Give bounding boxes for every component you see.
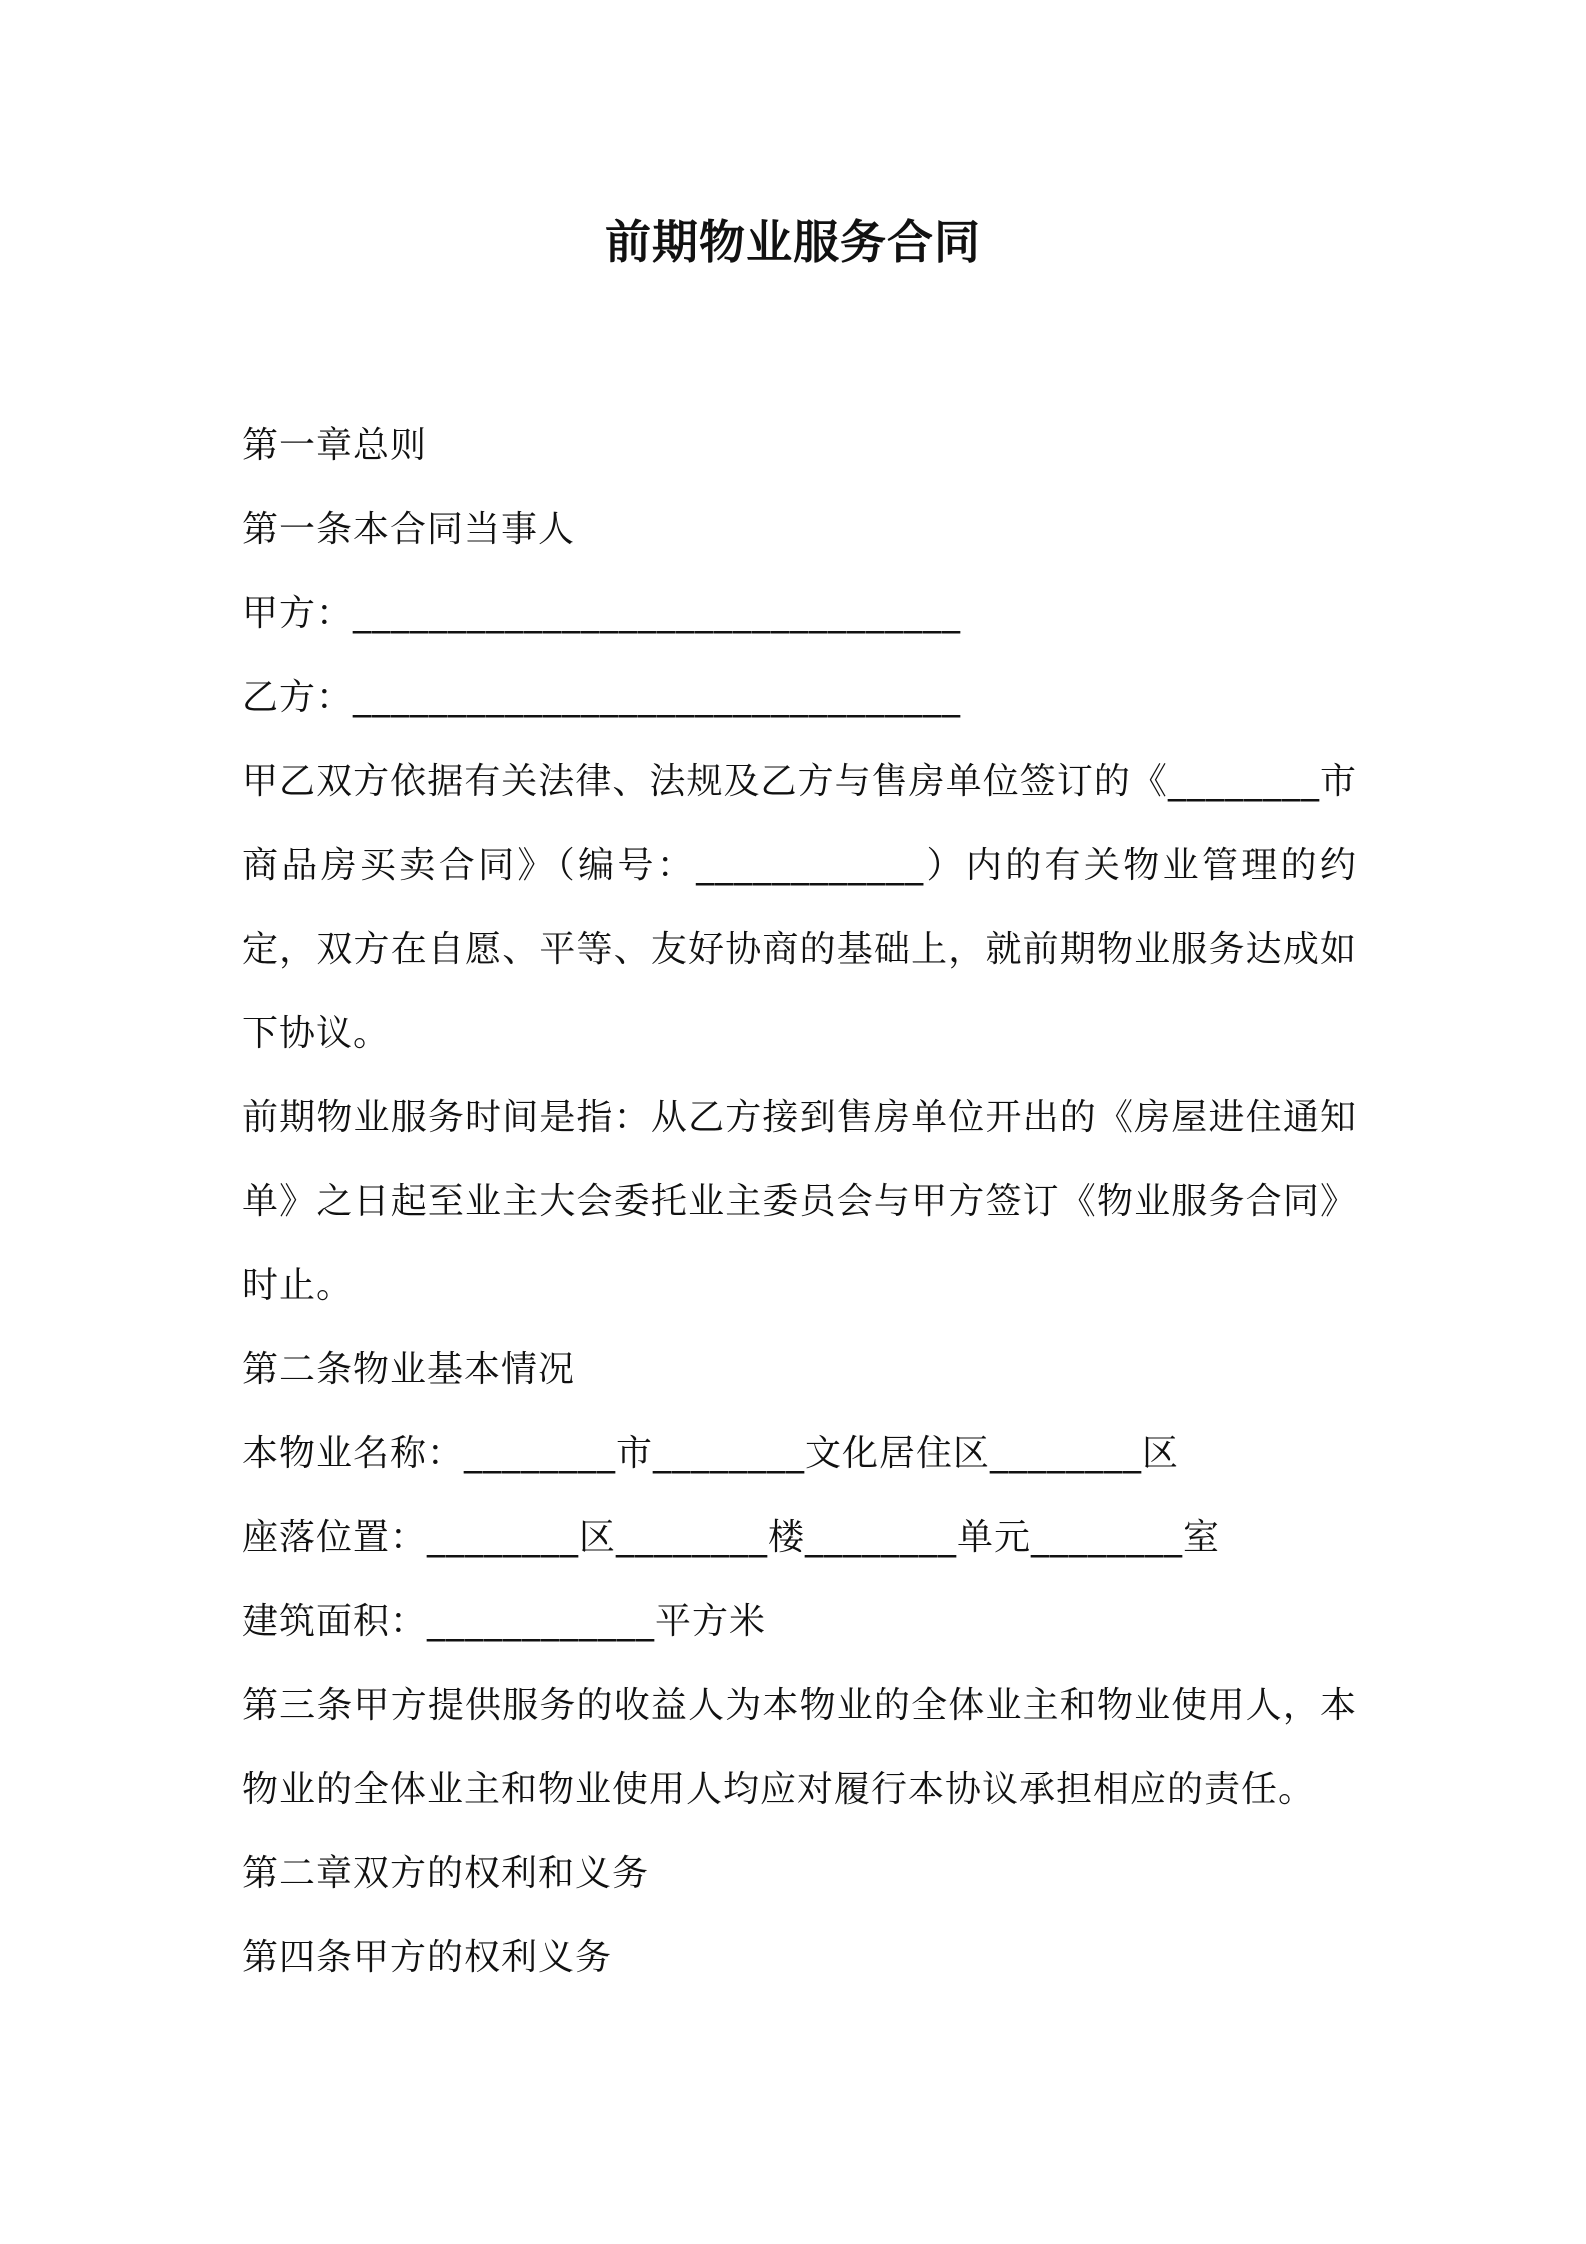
party-a-field: 甲方：________________________________ xyxy=(242,593,962,634)
document-body xyxy=(242,404,1357,2000)
service-period-paragraph: 前期物业服务时间是指：从乙方接到售房单位开出的《房屋进住通知单》之日起至业主大会委托业主委员会与甲方签订《物业服务合同》时止。 xyxy=(242,1097,1357,1306)
property-name-field: 本物业名称：________市________文化居住区________区 xyxy=(242,1433,1180,1474)
article-heading: 第一条本合同当事人 xyxy=(242,509,576,550)
location-field: 座落位置：________区________楼________单元________室 xyxy=(242,1517,1221,1558)
article-heading: 第四条甲方的权利义务 xyxy=(242,1937,613,1978)
area-field: 建筑面积：____________平方米 xyxy=(242,1601,767,1642)
party-b-field: 乙方：________________________________ xyxy=(242,677,962,718)
document-title: 前期物业服务合同 xyxy=(605,215,981,269)
basis-paragraph: 甲乙双方依据有关法律、法规及乙方与售房单位签订的《________市商品房买卖合同》（编号：____________）内的有关物业管理的约定，双方在自愿、平等、友好协商的基础上，就前期物业服务达成如下协议。 xyxy=(242,761,1357,1054)
article-three-paragraph: 第三条甲方提供服务的收益人为本物业的全体业主和物业使用人，本物业的全体业主和物业使用人均应对履行本协议承担相应的责任。 xyxy=(242,1685,1357,1810)
chapter-heading: 第一章总则 xyxy=(242,425,428,466)
chapter-heading: 第二章双方的权利和义务 xyxy=(242,1853,650,1894)
article-heading: 第二条物业基本情况 xyxy=(242,1349,576,1390)
